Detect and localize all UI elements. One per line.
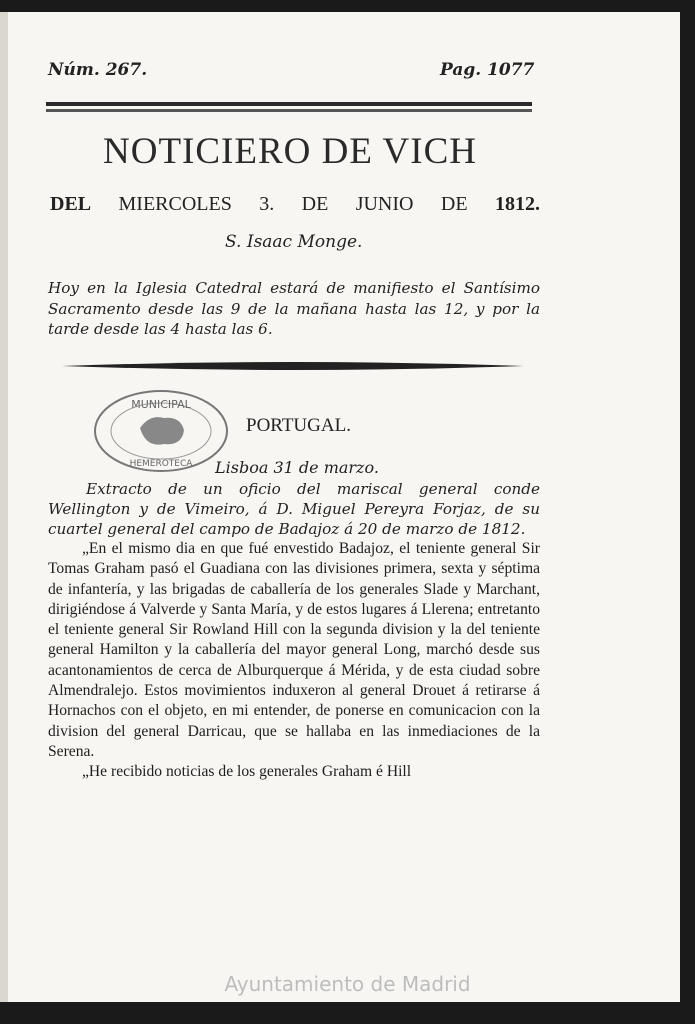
dateline-place: Lisboa 31 de marzo. xyxy=(215,458,379,477)
masthead-title: NOTICIERO DE VICH xyxy=(103,131,477,172)
extract-heading: Extracto de un oficio del mariscal general conde Wellington y de Vimeiro, á D. Miguel Pereyra Forjaz, de su cuartel general del campo de Badajoz á 20 de marzo de 1812. xyxy=(48,480,540,538)
stamp-top-text: MUNICIPAL xyxy=(131,398,191,411)
article-body xyxy=(48,539,540,783)
dateline-day: 3. xyxy=(259,193,275,215)
dateline-weekday: MIERCOLES xyxy=(118,193,232,215)
ornamental-divider xyxy=(62,360,524,372)
page-number: Pag. 1077 xyxy=(440,60,535,80)
stamp-bottom-text: HEMEROTECA xyxy=(129,459,193,469)
dateline-del: DEL xyxy=(50,193,92,215)
section-title: PORTUGAL. xyxy=(246,415,351,436)
issue-number: Núm. 267. xyxy=(48,60,148,80)
dateline-year: 1812. xyxy=(494,193,540,215)
dateline-month: JUNIO xyxy=(355,193,414,215)
library-stamp xyxy=(92,388,230,474)
church-notice: Hoy en la Iglesia Catedral estará de manifiesto el Santísimo Sacramento desde las 9 de la mañana hasta las 12, y por la tarde desde las 4 hasta las 6. xyxy=(48,279,540,338)
article-paragraph: „He recibido noticias de los generales Graham é Hill xyxy=(82,763,412,781)
dateline-de: DE xyxy=(301,193,329,215)
dateline xyxy=(50,193,540,216)
dateline-de-2: DE xyxy=(440,193,468,215)
saint-of-day: S. Isaac Monge. xyxy=(225,232,363,252)
watermark: Ayuntamiento de Madrid xyxy=(224,972,471,996)
article-paragraph: „En el mismo dia en que fué envestido Badajoz, el teniente general Sir Tomas Graham pasó el Guadiana con las divisiones primera, sexta y séptima de infantería, y las brigadas de caballería de los generales Slade y Marchant, dirigiéndose á Valverde y Santa María, y de estos lugares á Llerena; entretanto el teniente general Sir Rowland Hill con la segunda division y la del teniente general Hamilton y la caballería del mayor general Long, marchó desde sus acantonamientos de cerca de Alburquerque á Mérida, y de esta ciudad sobre Almendralejo. Estos movimientos induxeron al general Drouet á retirarse á Hornachos con el objeto, en mi entender, de ponerse en comunicacion con la division del general Darricau, que se hallaba en las inmediaciones de la Serena. xyxy=(48,540,540,760)
header-rule-top xyxy=(46,102,532,106)
header-rule-bottom xyxy=(46,109,532,112)
